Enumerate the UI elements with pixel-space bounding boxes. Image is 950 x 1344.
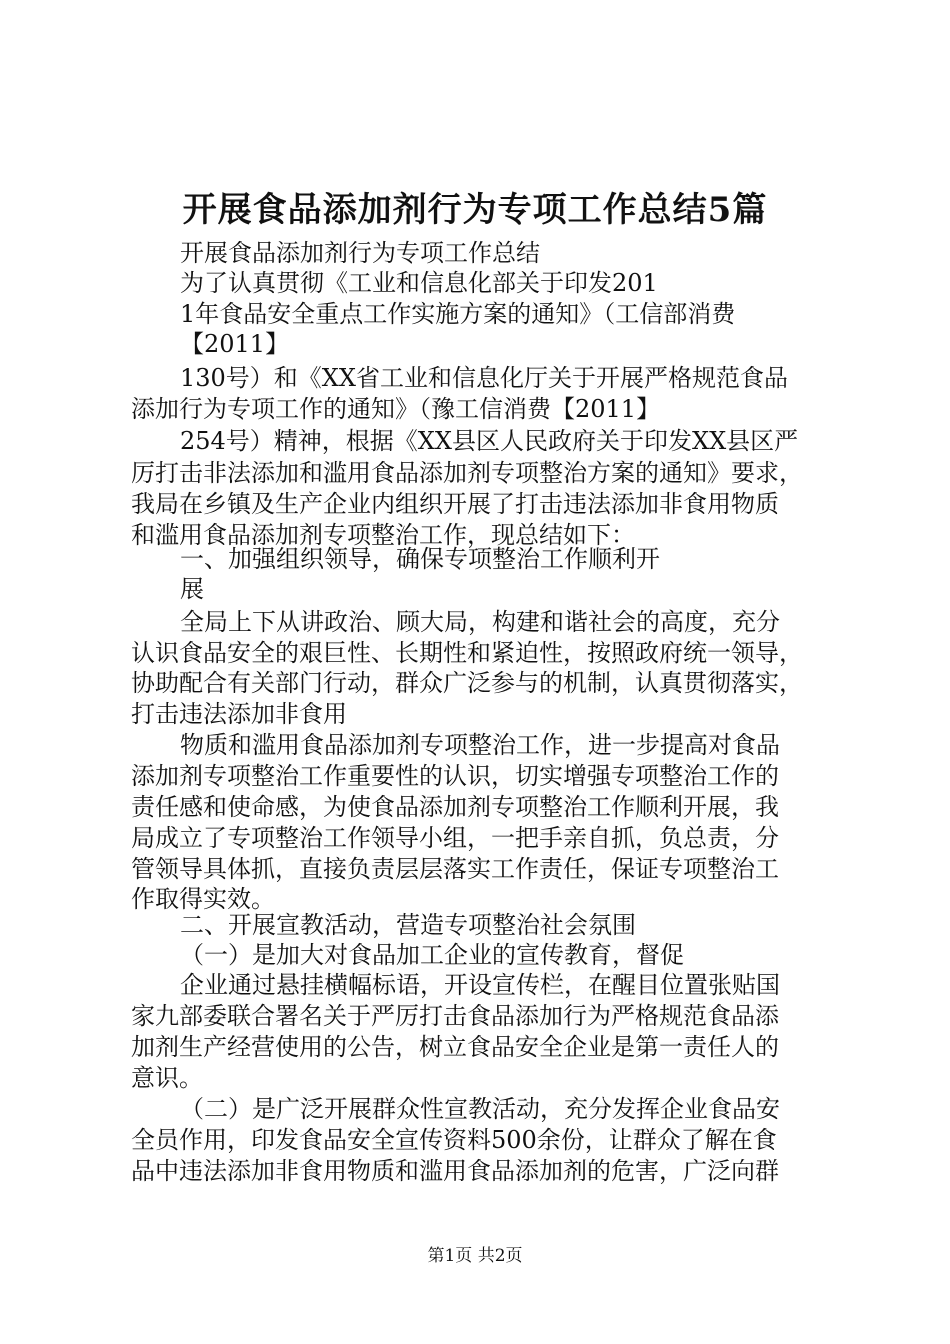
text-line: 局成立了专项整治工作领导小组，一把手亲自抓，负总责，分 — [131, 824, 779, 852]
text-line: 企业通过悬挂横幅标语，开设宣传栏，在醒目位置张贴国 — [180, 971, 780, 999]
section-heading-2: 二、开展宣教活动，营造专项整治社会氛围 — [180, 911, 636, 939]
text-line: 品中违法添加非食用物质和滥用食品添加剂的危害，广泛向群 — [131, 1157, 779, 1185]
text-line: 意识。 — [131, 1064, 203, 1092]
text-line: 厉打击非法添加和滥用食品添加剂专项整治方案的通知》要求， — [131, 459, 803, 487]
text-line: 和滥用食品添加剂专项整治工作，现总结如下： — [131, 521, 635, 549]
text-line: 为了认真贯彻《工业和信息化部关于印发201 — [180, 269, 658, 297]
text-line: 全局上下从讲政治、顾大局，构建和谐社会的高度，充分 — [180, 608, 780, 636]
text-line: 我局在乡镇及生产企业内组织开展了打击违法添加非食用物质 — [131, 490, 779, 518]
text-line: 全员作用，印发食品安全宣传资料500余份，让群众了解在食 — [131, 1126, 777, 1154]
text-line: （一）是加大对食品加工企业的宣传教育，督促 — [180, 941, 684, 969]
text-line: 物质和滥用食品添加剂专项整治工作，进一步提高对食品 — [180, 731, 780, 759]
text-line: 254号）精神，根据《XX县区人民政府关于印发XX县区严 — [180, 427, 799, 455]
text-line: 认识食品安全的艰巨性、长期性和紧迫性，按照政府统一领导， — [131, 639, 803, 667]
text-line: 管领导具体抓，直接负责层层落实工作责任，保证专项整治工 — [131, 855, 779, 883]
page-title: 开展食品添加剂行为专项工作总结5篇 — [182, 190, 768, 230]
text-line: 协助配合有关部门行动，群众广泛参与的机制，认真贯彻落实， — [131, 669, 803, 697]
text-line: 1年食品安全重点工作实施方案的通知》（工信部消费 — [180, 300, 736, 328]
text-line: 展 — [180, 575, 204, 603]
text-line: 家九部委联合署名关于严厉打击食品添加行为严格规范食品添 — [131, 1002, 779, 1030]
text-line: 责任感和使命感，为使食品添加剂专项整治工作顺利开展，我 — [131, 793, 779, 821]
page-footer: 第1页 共2页 — [427, 1246, 523, 1266]
text-line: 【2011】 — [180, 330, 290, 358]
text-line: 130号）和《XX省工业和信息化厅关于开展严格规范食品 — [180, 364, 788, 392]
text-line: 作取得实效。 — [131, 885, 275, 913]
text-line: 添加剂专项整治工作重要性的认识，切实增强专项整治工作的 — [131, 762, 779, 790]
text-line: 添加行为专项工作的通知》（豫工信消费【2011】 — [131, 395, 661, 423]
text-line: 加剂生产经营使用的公告，树立食品安全企业是第一责任人的 — [131, 1033, 779, 1061]
text-line: （二）是广泛开展群众性宣教活动，充分发挥企业食品安 — [180, 1095, 780, 1123]
section-heading-1: 一、加强组织领导，确保专项整治工作顺利开 — [180, 545, 660, 573]
text-line: 打击违法添加非食用 — [131, 700, 347, 728]
text-line: 开展食品添加剂行为专项工作总结 — [180, 239, 540, 267]
